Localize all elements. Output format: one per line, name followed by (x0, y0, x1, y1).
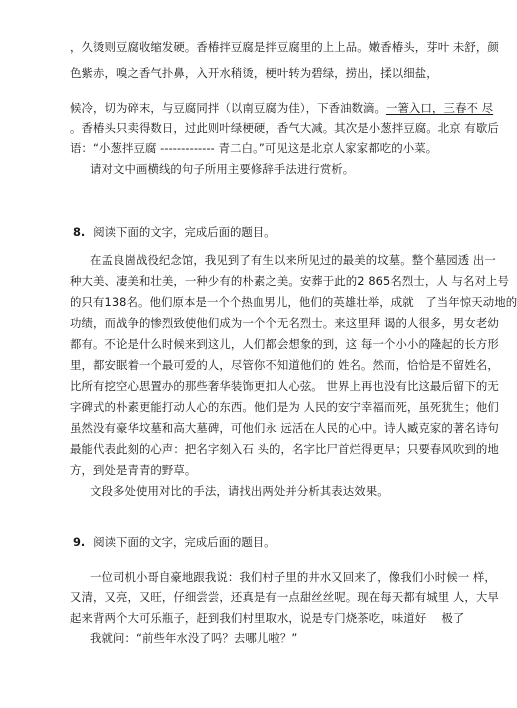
question-instruction: 请对文中画横线的句子所用主要修辞手法进行赏析。 (90, 162, 355, 176)
passage-line: ，久烫则豆腐收缩发硬。香椿拌豆腐是拌豆腐里的上上品。嫩香椿头，芽叶 未舒，颜 (70, 40, 499, 54)
passage-line: 方，到处是青青的野草。 (70, 463, 197, 477)
question-number: 8. (73, 225, 86, 239)
question-9-heading (73, 535, 276, 550)
passage-line: 种大美、凄美和壮美，一种少有的朴素之美。安葬于此的2 865名烈士，人 与名对上号 (70, 274, 510, 288)
question-prompt: 阅读下面的文字，完成后面的题目。 (93, 225, 276, 239)
question-prompt: 阅读下面的文字，完成后面的题目。 (93, 535, 276, 549)
question-number: 9. (73, 535, 86, 549)
passage-line (70, 101, 494, 116)
passage-line: 。香椿头只卖得数日，过此则叶绿梗硬，香气大减。其次是小葱拌豆腐。北京 有歇后 (70, 121, 499, 135)
underlined-sentence: 一箸入口，三春不 尽 (386, 101, 494, 115)
question-instruction: 文段多处使用对比的手法，请找出两处并分析其表达效果。 (90, 484, 389, 498)
passage-text: 候冷，切为碎末，与豆腐同拌（以南豆腐为佳），下香油数滴。 (70, 101, 387, 115)
passage-line: 语：“小葱拌豆腐 ------------- 青二白。”可见这是北京人家家都吃的小菜。 (70, 141, 438, 155)
passage-line: 色紫赤，嗅之香气扑鼻，入开水稍烫，梗叶转为碧绿，捞出，揉以细盐， (70, 66, 438, 80)
passage-line: 字碑式的朴素更能打动人心的东西。他们是为 人民的安宁幸福而死，虽死犹生；他们 (70, 400, 499, 414)
passage-line: 比所有挖空心思置办的那些奢华装饰更扣人心弦。 世界上再也没有比这最后留下的无 (70, 379, 499, 393)
passage-line: 的只有138名。他们原本是一个个热血男儿，他们的英雄壮举，成就 了当年惊天动地的 (70, 295, 517, 309)
passage-line: 起来背两个大可乐瓶子，赶到我们村里取水，说是专门烧茶吃，味道好 极了 (70, 611, 465, 625)
question-8-heading (73, 225, 276, 240)
passage-line: 里，都安眠着一个最可爱的人，尽管你不知道他们的 姓名。然而，恰恰是不留姓名， (70, 358, 499, 372)
passage-line: 又清，又亮，又旺，仔细尝尝，还真是有一点甜丝丝呢。现在每天都有城里 人，大早 (70, 590, 499, 604)
passage-line: 都有。不论是什么时候来到这儿，人们都会想象的到，这 每一个小小的隆起的长方形 (70, 337, 499, 351)
passage-line: 我就问：“前些年水没了吗？去哪儿啦？” (90, 631, 298, 645)
passage-line: 功绩，而战争的惨烈致使他们成为一个个无名烈士。来这里拜 谒的人很多，男女老幼 (70, 316, 499, 330)
passage-line: 在孟良崮战役纪念馆，我见到了有生以来所见过的最美的坟墓。整个墓园透 出一 (90, 253, 496, 267)
passage-line: 虽然没有豪华坟墓和高大墓碑，可他们永 远活在人民的心中。诗人臧克家的著名诗句 (70, 421, 499, 435)
passage-line: 最能代表此刻的心声：把名字刻入石 头的，名字比尸首烂得更早；只要春风吹到的地 (70, 442, 499, 456)
passage-line: 一位司机小哥自豪地跟我说：我们村子里的井水又回来了，像我们小时候一 样， (90, 570, 496, 584)
